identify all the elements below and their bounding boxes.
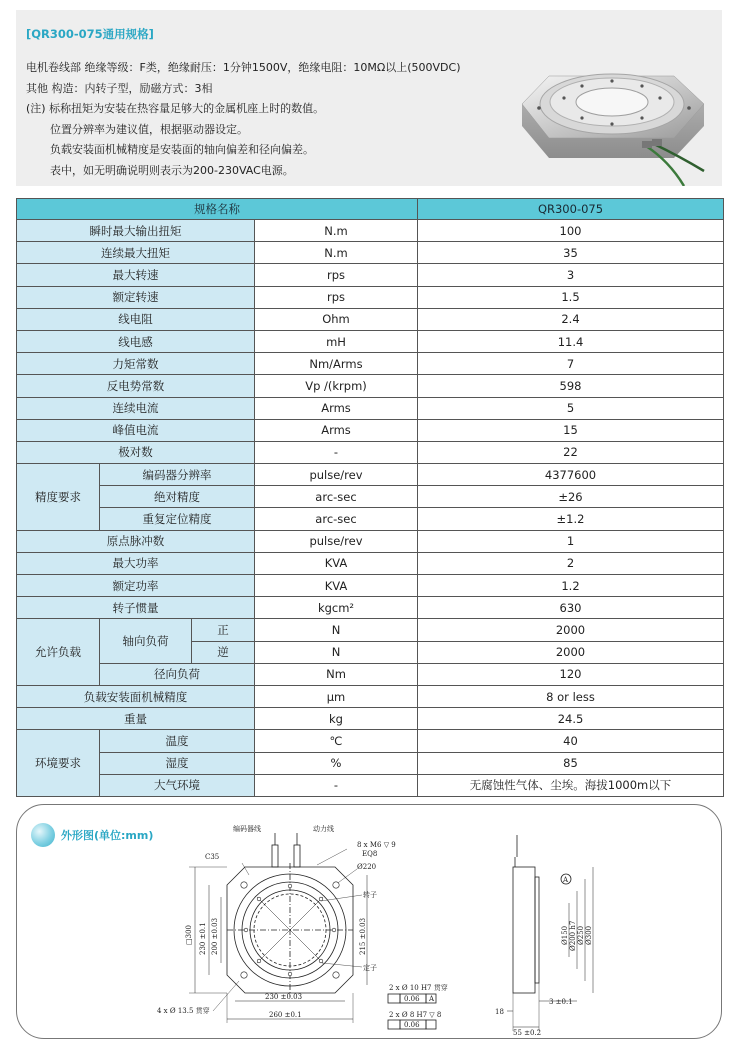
table-row bbox=[17, 242, 724, 264]
label-d200: 200 ±0.03 bbox=[211, 917, 219, 955]
table-row bbox=[17, 264, 724, 286]
label-tol2: 0.06 bbox=[404, 1021, 420, 1029]
spec-value: 2000 bbox=[418, 619, 724, 641]
note-line-torque: (注) 标称扭矩为安装在热容量足够大的金属机座上时的数值。 bbox=[26, 102, 325, 115]
label-pin2: 2 x Ø 8 H7 ▽ 8 bbox=[389, 1011, 442, 1019]
spec-unit: rps bbox=[255, 264, 418, 286]
table-row bbox=[17, 530, 724, 552]
label-d250: Ø250 bbox=[577, 925, 585, 945]
spec-unit: % bbox=[255, 752, 418, 774]
table-row bbox=[17, 575, 724, 597]
label-d150: Ø150 bbox=[561, 925, 569, 945]
label-b260: 260 ±0.1 bbox=[269, 1011, 302, 1019]
spec-value: 15 bbox=[418, 419, 724, 441]
label-pin1: 2 x Ø 10 H7 贯穿 bbox=[389, 984, 448, 992]
spec-unit: arc-sec bbox=[255, 486, 418, 508]
spec-unit: Vp /(krpm) bbox=[255, 375, 418, 397]
spec-name: 绝对精度 bbox=[100, 486, 255, 508]
spec-name: 温度 bbox=[100, 730, 255, 752]
table-row bbox=[17, 486, 724, 508]
group-precision: 精度要求 bbox=[17, 464, 100, 531]
spec-unit: Nm/Arms bbox=[255, 353, 418, 375]
spec-unit: KVA bbox=[255, 575, 418, 597]
note-line-mounting: 负载安装面机械精度是安装面的轴向偏差和径向偏差。 bbox=[50, 143, 314, 156]
label-datum-a: A bbox=[563, 876, 569, 884]
spec-value: 4377600 bbox=[418, 464, 724, 486]
table-row bbox=[17, 752, 724, 774]
group-allowable-load: 允许负载 bbox=[17, 619, 100, 686]
table-row bbox=[17, 397, 724, 419]
group-environment: 环境要求 bbox=[17, 730, 100, 797]
spec-name: 编码器分辨率 bbox=[100, 464, 255, 486]
spec-value: 1 bbox=[418, 530, 724, 552]
spec-name: 瞬时最大输出扭矩 bbox=[17, 220, 255, 242]
spec-name: 重量 bbox=[17, 708, 255, 730]
spec-header-panel bbox=[16, 10, 722, 186]
axial-load-label: 轴向负荷 bbox=[100, 619, 192, 663]
table-row bbox=[17, 685, 724, 707]
spec-value: 11.4 bbox=[418, 330, 724, 352]
spec-unit: ℃ bbox=[255, 730, 418, 752]
spec-unit: N bbox=[255, 641, 418, 663]
spec-name: 最大功率 bbox=[17, 552, 255, 574]
spec-unit: Arms bbox=[255, 397, 418, 419]
spec-value: 1.2 bbox=[418, 575, 724, 597]
spec-name: 线电感 bbox=[17, 330, 255, 352]
note-line-resolution: 位置分辨率为建议值，根据驱动器设定。 bbox=[50, 122, 248, 136]
spec-value: 120 bbox=[418, 663, 724, 685]
spec-value: 22 bbox=[418, 441, 724, 463]
spec-name: 重复定位精度 bbox=[100, 508, 255, 530]
spec-name: 逆 bbox=[192, 641, 255, 663]
spec-name: 反电势常数 bbox=[17, 375, 255, 397]
spec-value: 3 bbox=[418, 264, 724, 286]
drawing-title: 外形图(单位:mm) bbox=[61, 829, 154, 842]
spec-unit: Nm bbox=[255, 663, 418, 685]
table-row bbox=[17, 308, 724, 330]
spec-name: 湿度 bbox=[100, 752, 255, 774]
table-row bbox=[17, 730, 724, 752]
spec-value: 40 bbox=[418, 730, 724, 752]
note-line-structure: 其他 构造：内转子型，励磁方式：3相 bbox=[26, 81, 213, 95]
table-row bbox=[17, 663, 724, 685]
outline-drawing-panel bbox=[16, 804, 722, 1039]
table-row bbox=[17, 464, 724, 486]
spec-unit: pulse/rev bbox=[255, 464, 418, 486]
label-d230: 230 ±0.1 bbox=[199, 922, 207, 955]
spec-unit: μm bbox=[255, 685, 418, 707]
motor-product-image bbox=[504, 46, 714, 186]
spec-name: 连续电流 bbox=[17, 397, 255, 419]
table-row bbox=[17, 441, 724, 463]
spec-value: 85 bbox=[418, 752, 724, 774]
spec-name: 径向负荷 bbox=[100, 663, 255, 685]
label-stator: 定子 bbox=[363, 964, 377, 972]
spec-name: 极对数 bbox=[17, 441, 255, 463]
spec-unit: KVA bbox=[255, 552, 418, 574]
table-row bbox=[17, 419, 724, 441]
spec-value: 7 bbox=[418, 353, 724, 375]
table-row bbox=[17, 286, 724, 308]
table-row bbox=[17, 552, 724, 574]
label-d215: 215 ±0.03 bbox=[359, 917, 367, 955]
table-row bbox=[17, 330, 724, 352]
table-row bbox=[17, 708, 724, 730]
spec-unit: N bbox=[255, 619, 418, 641]
spec-unit: kgcm² bbox=[255, 597, 418, 619]
spec-unit: Arms bbox=[255, 419, 418, 441]
spec-unit: N.m bbox=[255, 242, 418, 264]
spec-name: 连续最大扭矩 bbox=[17, 242, 255, 264]
header-spec-name: 规格名称 bbox=[17, 199, 418, 220]
spec-value: 630 bbox=[418, 597, 724, 619]
spec-value: 无腐蚀性气体、尘埃。海拔1000m以下 bbox=[418, 774, 724, 796]
spec-value: 2.4 bbox=[418, 308, 724, 330]
spec-table bbox=[16, 198, 724, 797]
spec-value: 1.5 bbox=[418, 286, 724, 308]
spec-value: 24.5 bbox=[418, 708, 724, 730]
spec-value: 8 or less bbox=[418, 685, 724, 707]
section-title: [QR300-075通用规格] bbox=[26, 27, 154, 41]
header-model: QR300-075 bbox=[418, 199, 724, 220]
table-header-row bbox=[17, 199, 724, 220]
spec-name: 大气环境 bbox=[100, 774, 255, 796]
label-d200h7: Ø200 h7 bbox=[569, 920, 577, 951]
label-side300: □300 bbox=[185, 925, 193, 945]
label-rotor: 转子 bbox=[363, 891, 377, 899]
label-ref-a: A bbox=[429, 995, 435, 1003]
spec-unit: pulse/rev bbox=[255, 530, 418, 552]
spec-value: 598 bbox=[418, 375, 724, 397]
spec-name: 力矩常数 bbox=[17, 353, 255, 375]
spec-name: 线电阻 bbox=[17, 308, 255, 330]
spec-unit: - bbox=[255, 441, 418, 463]
spec-value: 100 bbox=[418, 220, 724, 242]
label-eq8: EQ8 bbox=[362, 850, 378, 858]
spec-unit: mH bbox=[255, 330, 418, 352]
spec-name: 原点脉冲数 bbox=[17, 530, 255, 552]
spec-unit: - bbox=[255, 774, 418, 796]
spec-name: 额定功率 bbox=[17, 575, 255, 597]
table-row bbox=[17, 508, 724, 530]
spec-unit: N.m bbox=[255, 220, 418, 242]
spec-unit: rps bbox=[255, 286, 418, 308]
table-row bbox=[17, 619, 724, 641]
spec-notes bbox=[26, 58, 461, 181]
spec-value: 2000 bbox=[418, 641, 724, 663]
label-c35: C35 bbox=[205, 853, 220, 861]
spec-name: 额定转速 bbox=[17, 286, 255, 308]
table-row bbox=[17, 353, 724, 375]
spec-value: ±26 bbox=[418, 486, 724, 508]
spec-value: 35 bbox=[418, 242, 724, 264]
label-b230: 230 ±0.03 bbox=[265, 993, 303, 1001]
label-d300: Ø300 bbox=[585, 925, 593, 945]
spec-value: 5 bbox=[418, 397, 724, 419]
label-pcd220: Ø220 bbox=[357, 863, 377, 871]
table-row bbox=[17, 597, 724, 619]
spec-name: 最大转速 bbox=[17, 264, 255, 286]
label-top-holes: 8 x M6 ▽ 9 bbox=[357, 841, 396, 849]
table-row bbox=[17, 375, 724, 397]
spec-name: 负载安装面机械精度 bbox=[17, 685, 255, 707]
spec-value: ±1.2 bbox=[418, 508, 724, 530]
note-line-power: 表中，如无明确说明则表示为200-230VAC电源。 bbox=[50, 163, 294, 177]
spec-name: 转子惯量 bbox=[17, 597, 255, 619]
outline-drawing bbox=[17, 805, 722, 1039]
label-h18: 18 bbox=[495, 1008, 504, 1016]
label-h3: 3 ±0.1 bbox=[549, 998, 573, 1006]
label-power-line: 动力线 bbox=[313, 825, 334, 833]
note-line-insulation: 电机卷线部 绝缘等级：F类，绝缘耐压：1分钟1500V，绝缘电阻：10MΩ以上(500VDC) bbox=[26, 61, 461, 74]
spec-unit: Ohm bbox=[255, 308, 418, 330]
label-encoder-line: 编码器线 bbox=[233, 825, 261, 833]
label-tol1: 0.06 bbox=[404, 995, 420, 1003]
table-row bbox=[17, 220, 724, 242]
spec-value: 2 bbox=[418, 552, 724, 574]
spec-unit: arc-sec bbox=[255, 508, 418, 530]
spec-name: 正 bbox=[192, 619, 255, 641]
spec-name: 峰值电流 bbox=[17, 419, 255, 441]
label-bolt-holes: 4 x Ø 13.5 贯穿 bbox=[157, 1007, 210, 1015]
spec-unit: kg bbox=[255, 708, 418, 730]
table-row bbox=[17, 774, 724, 796]
label-h55: 55 ±0.2 bbox=[513, 1029, 542, 1037]
